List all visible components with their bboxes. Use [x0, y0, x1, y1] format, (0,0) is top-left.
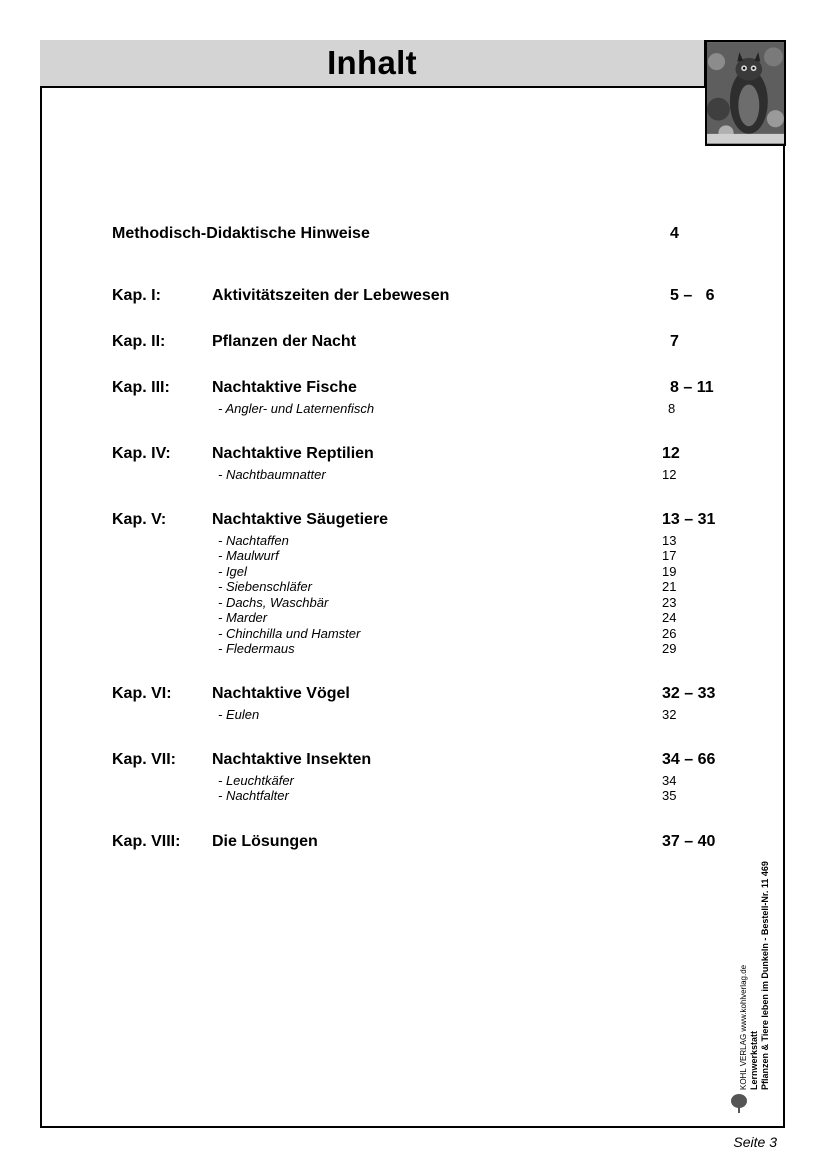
subentry-page: 34 — [662, 773, 677, 788]
subentry-label: - Marder — [218, 610, 268, 625]
subentry-label: - Fledermaus — [218, 641, 295, 656]
page-number: Seite 3 — [733, 1134, 777, 1150]
chapter-1-label: Kap. I: — [112, 287, 161, 304]
subentry-page: 26 — [662, 626, 677, 641]
title-bar — [40, 40, 706, 88]
chapter-5-label: Kap. V: — [112, 511, 167, 528]
chapter-3-label: Kap. III: — [112, 379, 170, 396]
publisher-line: KOHL VERLAG www.kohlverlag.de — [739, 964, 748, 1090]
subentry-page: 13 — [662, 533, 677, 548]
subentry-page: 32 — [662, 707, 677, 722]
chapter-6-title: Nachtaktive Vögel — [212, 685, 350, 702]
chapter-2-label: Kap. II: — [112, 333, 166, 350]
chapter-8-label: Kap. VIII: — [112, 833, 181, 850]
chapter-7-pages: 34 – 66 — [662, 751, 716, 768]
subentry-page: 12 — [662, 467, 677, 482]
chapter-4-label: Kap. IV: — [112, 445, 171, 462]
series-line: Lernwerkstatt — [749, 1030, 759, 1090]
subentry-page: 23 — [662, 595, 677, 610]
intro-title: Methodisch-Didaktische Hinweise — [112, 225, 370, 242]
chapter-7-title: Nachtaktive Insekten — [212, 751, 372, 768]
subentry-label: - Chinchilla und Hamster — [218, 626, 361, 641]
subentry-label: - Nachtbaumnatter — [218, 467, 326, 482]
chapter-8-title: Die Lösungen — [212, 833, 318, 850]
subentry-label: - Eulen — [218, 707, 260, 722]
chapter-6-label: Kap. VI: — [112, 685, 172, 702]
chapter-3-title: Nachtaktive Fische — [212, 379, 357, 396]
page-title: Inhalt — [327, 44, 417, 81]
subentry-label: - Nachtaffen — [218, 533, 289, 548]
owl-image — [707, 42, 784, 144]
book-line: Pflanzen & Tiere leben im Dunkeln - Bestell-Nr. 11 469 — [760, 861, 770, 1090]
chapter-3-pages: 8 – 11 — [670, 379, 714, 396]
subentry-label: - Maulwurf — [218, 548, 279, 563]
subentry-label: - Igel — [218, 564, 247, 579]
chapter-2-title: Pflanzen der Nacht — [212, 333, 357, 350]
intro-pages: 4 — [670, 225, 679, 242]
owl-photo — [705, 40, 786, 146]
subentry-page: 24 — [662, 610, 677, 625]
subentry-page: 21 — [662, 579, 677, 594]
subentry-page: 19 — [662, 564, 677, 579]
chapter-1-pages: 5 – 6 — [670, 287, 715, 304]
subentry-page: 8 — [668, 401, 676, 416]
chapter-1-title: Aktivitätszeiten der Lebewesen — [212, 287, 450, 304]
subentry-label: - Siebenschläfer — [218, 579, 312, 594]
side-imprint — [738, 861, 771, 1090]
chapter-2-pages: 7 — [670, 333, 679, 350]
publisher-logo — [729, 1092, 749, 1114]
chapter-7-label: Kap. VII: — [112, 751, 177, 768]
chapter-5-title: Nachtaktive Säugetiere — [212, 511, 389, 528]
chapter-8-pages: 37 – 40 — [662, 833, 716, 850]
subentry-label: - Leuchtkäfer — [218, 773, 294, 788]
subentry-label: - Nachtfalter — [218, 788, 289, 803]
chapter-6-pages: 32 – 33 — [662, 685, 716, 702]
subentry-page: 35 — [662, 788, 677, 803]
subentry-page: 29 — [662, 641, 677, 656]
chapter-4-pages: 12 — [662, 445, 680, 462]
chapter-5-pages: 13 – 31 — [662, 511, 716, 528]
subentry-page: 17 — [662, 548, 677, 563]
subentry-label: - Dachs, Waschbär — [218, 595, 329, 610]
chapter-4-title: Nachtaktive Reptilien — [212, 445, 374, 462]
subentry-label: - Angler- und Laternenfisch — [218, 401, 375, 416]
